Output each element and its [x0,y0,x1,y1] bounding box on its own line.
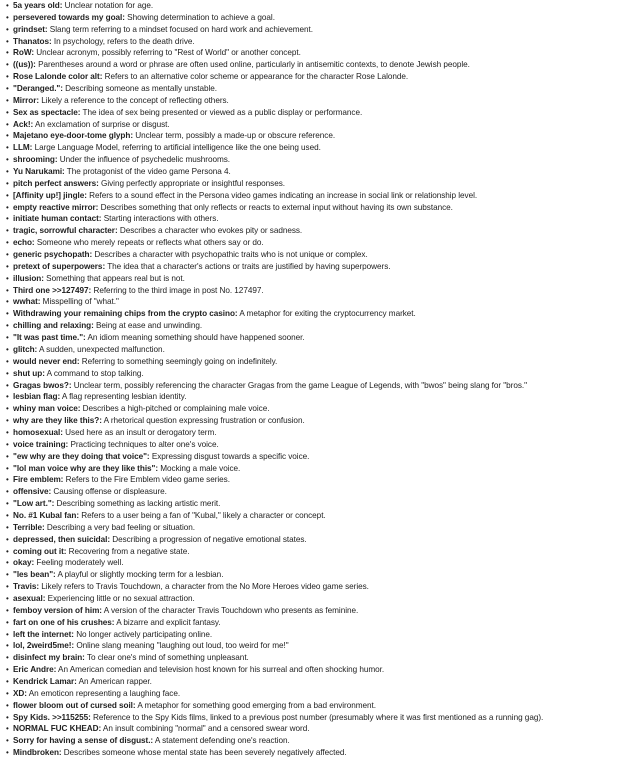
list-item [6,83,642,95]
list-item [6,237,642,249]
term: okay: [13,558,35,568]
bullet-icon: • [6,546,9,556]
list-item [6,735,642,747]
bullet-icon: • [6,202,9,212]
definition: A metaphor for exiting the cryptocurrency market. [237,309,416,319]
list-item [6,676,642,688]
definition: Likely refers to Travis Touchdown, a character from the No More Heroes video game series. [39,582,369,592]
term: "It was past time.": [13,333,86,343]
list-item [6,605,642,617]
term: "lol man voice why are they like this": [13,463,159,473]
bullet-icon: • [6,107,9,117]
definition: Under the influence of psychedelic mushrooms. [57,155,230,165]
definition: Referring to the third image in post No. 127497. [91,285,264,295]
term: Thanatos: [13,36,52,46]
list-item [6,213,642,225]
term: whiny man voice: [13,404,81,414]
definition: Unclear notation for age. [62,1,154,10]
definition: Describes a high-pitched or complaining male voice. [80,404,270,414]
list-item [6,344,642,356]
bullet-icon: • [6,617,9,627]
list-item [6,95,642,107]
definition: No longer actively participating online. [73,629,213,639]
bullet-icon: • [6,534,9,544]
list-item [6,451,642,463]
term: Sex as spectacle: [13,107,81,117]
bullet-icon: • [6,522,9,532]
term: "Deranged.": [13,84,63,94]
definition: Refers to an alternative color scheme or appearance for the character Rose Lalonde. [102,72,409,82]
bullet-icon: • [6,475,9,485]
definition: Large Language Model, referring to artificial intelligence like the one being used. [32,143,321,153]
term: generic psychopath: [13,250,93,260]
list-item [6,652,642,664]
bullet-icon: • [6,724,9,734]
term: femboy version of him: [13,605,102,615]
list-item [6,546,642,558]
list-item [6,664,642,676]
list-item [6,439,642,451]
bullet-icon: • [6,155,9,165]
list-item [6,0,642,12]
definition: In psychology, refers to the death drive. [51,36,195,46]
list-item [6,178,642,190]
definition: A bizarre and explicit fantasy. [114,617,221,627]
list-item [6,285,642,297]
bullet-icon: • [6,748,9,758]
bullet-icon: • [6,143,9,153]
term: disinfect my brain: [13,653,85,663]
term: would never end: [13,356,80,366]
definition: Describes a character with psychopathic traits who is not unique or complex. [92,250,368,260]
term: why are they like this?: [13,416,102,426]
bullet-icon: • [6,344,9,354]
term: glitch: [13,344,38,354]
list-item [6,427,642,439]
term: lesbian flag: [13,392,61,402]
definition: Unclear acronym, possibly referring to "Rest of World" or another concept. [34,48,301,58]
list-item [6,71,642,83]
definition: Someone who merely repeats or reflects what others say or do. [34,238,264,248]
list-item [6,522,642,534]
list-item [6,629,642,641]
bullet-icon: • [6,712,9,722]
list-item [6,723,642,735]
definition: Refers to a user being a fan of "Kubal," likely a character or concept. [79,510,326,520]
list-item [6,581,642,593]
list-item [6,747,642,759]
term: Withdrawing your remaining chips from the crypto casino: [13,309,238,319]
bullet-icon: • [6,368,9,378]
bullet-icon: • [6,700,9,710]
bullet-icon: • [6,356,9,366]
term: pretext of superpowers: [13,261,106,271]
term: coming out it: [13,546,67,556]
bullet-icon: • [6,676,9,686]
bullet-icon: • [6,72,9,82]
bullet-icon: • [6,333,9,343]
bullet-icon: • [6,570,9,580]
bullet-icon: • [6,688,9,698]
term: wwhat: [13,297,41,307]
list-item [6,510,642,522]
list-item [6,712,642,724]
bullet-icon: • [6,273,9,283]
bullet-icon: • [6,226,9,236]
definition: Misspelling of "what." [40,297,119,307]
bullet-icon: • [6,321,9,331]
list-item [6,12,642,24]
list-item [6,261,642,273]
list-item [6,273,642,285]
bullet-icon: • [6,285,9,295]
term: ((us)): [13,60,36,70]
list-item [6,498,642,510]
list-item [6,368,642,380]
definition: Feeling moderately well. [34,558,124,568]
definition: An insult combining "normal" and a censored swear word. [101,724,310,734]
term: flower bloom out of cursed soil: [13,700,136,710]
list-item [6,474,642,486]
bullet-icon: • [6,36,9,46]
bullet-icon: • [6,558,9,568]
bullet-icon: • [6,463,9,473]
list-item [6,617,642,629]
bullet-icon: • [6,404,9,414]
term: Ack!: [13,119,34,129]
bullet-icon: • [6,131,9,141]
definition: Refers to the Fire Emblem video game series. [63,475,230,485]
definition: Reference to the Spy Kids films, linked to a previous post number (presumably where it was first mentioned as a running gag). [90,712,544,722]
bullet-icon: • [6,297,9,307]
term: initiate human contact: [13,214,102,224]
bullet-icon: • [6,178,9,188]
bullet-icon: • [6,416,9,426]
definition: Expressing disgust towards a specific voice. [149,451,310,461]
term: Travis: [13,582,40,592]
definition: The idea of sex being presented or viewed as a public display or performance. [80,107,363,117]
bullet-icon: • [6,451,9,461]
list-item [6,403,642,415]
definition: Practicing techniques to alter one's voice. [68,439,219,449]
term: Fire emblem: [13,475,64,485]
term: No. #1 Kubal fan: [13,510,80,520]
definition: An American rapper. [76,676,152,686]
term: "les bean": [13,570,56,580]
definition: An American comedian and television host known for his surreal and often shocking humor. [56,665,385,675]
list-item [6,47,642,59]
term: asexual: [13,593,46,603]
definition: Likely a reference to the concept of reflecting others. [39,95,229,105]
list-item [6,24,642,36]
bullet-icon: • [6,487,9,497]
bullet-icon: • [6,250,9,260]
bullet-icon: • [6,119,9,129]
list-item [6,569,642,581]
term: Third one >>127497: [13,285,92,295]
list-item [6,119,642,131]
list-item [6,166,642,178]
bullet-icon: • [6,380,9,390]
definition: Experiencing little or no sexual attraction. [45,593,195,603]
definition: Describing a progression of negative emotional states. [110,534,307,544]
definition: Giving perfectly appropriate or insightful responses. [98,178,285,188]
term: chilling and relaxing: [13,321,94,331]
term: LLM: [13,143,33,153]
term: left the internet: [13,629,74,639]
bullet-icon: • [6,605,9,615]
list-item [6,249,642,261]
bullet-icon: • [6,190,9,200]
bullet-icon: • [6,736,9,746]
list-item [6,154,642,166]
definition: An idiom meaning something should have happened sooner. [85,333,305,343]
bullet-icon: • [6,12,9,22]
list-item [6,463,642,475]
definition: A flag representing lesbian identity. [60,392,187,402]
definition: Referring to something seemingly going on indefinitely. [79,356,278,366]
bullet-icon: • [6,641,9,651]
definition: Unclear term, possibly a made-up or obscure reference. [133,131,336,141]
bullet-icon: • [6,392,9,402]
list-item [6,356,642,368]
term: NORMAL FUC KHEAD: [13,724,102,734]
definition: Something that appears real but is not. [43,273,185,283]
definition: A command to stop talking. [44,368,144,378]
term: illusion: [13,273,44,283]
list-item [6,391,642,403]
list-item [6,640,642,652]
definition: To clear one's mind of something unpleasant. [84,653,249,663]
definition: A rhetorical question expressing frustration or confusion. [101,416,305,426]
term: depressed, then suicidal: [13,534,111,544]
bullet-icon: • [6,167,9,177]
bullet-icon: • [6,309,9,319]
bullet-icon: • [6,427,9,437]
term: Eric Andre: [13,665,57,675]
list-item [6,486,642,498]
bullet-icon: • [6,48,9,58]
bullet-icon: • [6,60,9,70]
definition: Used here as an insult or derogatory term. [62,427,217,437]
bullet-icon: • [6,499,9,509]
term: 5a years old: [13,1,63,10]
definition: The idea that a character's actions or traits are justified by having superpowers. [105,261,391,271]
definition: The protagonist of the video game Persona 4. [64,167,231,177]
definition: A playful or slightly mocking term for a lesbian. [55,570,224,580]
list-item [6,225,642,237]
term: persevered towards my goal: [13,12,125,22]
list-item [6,130,642,142]
definition: Refers to a sound effect in the Persona video games indicating an increase in social link or relationship level. [86,190,478,200]
term: Terrible: [13,522,45,532]
term: fart on one of his crushes: [13,617,115,627]
term: Spy Kids. >>115255: [13,712,91,722]
bullet-icon: • [6,510,9,520]
bullet-icon: • [6,238,9,248]
definition: Describes someone whose mental state has been severely negatively affected. [61,748,347,758]
list-item [6,557,642,569]
term: shrooming: [13,155,58,165]
bullet-icon: • [6,653,9,663]
term: XD: [13,688,27,698]
term: "Low art.": [13,499,55,509]
list-item [6,534,642,546]
bullet-icon: • [6,214,9,224]
term: "ew why are they doing that voice": [13,451,150,461]
term: Mirror: [13,95,40,105]
term: voice training: [13,439,69,449]
term: echo: [13,238,35,248]
term: Mindbroken: [13,748,62,758]
term: grindset: [13,24,48,34]
term: Sorry for having a sense of disgust.: [13,736,154,746]
bullet-icon: • [6,593,9,603]
definition: Being at ease and unwinding. [93,321,203,331]
term: lol, 2weird5me!: [13,641,75,651]
bullet-icon: • [6,24,9,34]
list-item [6,202,642,214]
list-item [6,380,642,392]
bullet-icon: • [6,439,9,449]
definition: A metaphor for something good emerging from a bad environment. [135,700,376,710]
list-item [6,296,642,308]
definition: Describing something as lacking artistic merit. [54,499,221,509]
term: Rose Lalonde color alt: [13,72,103,82]
glossary-list [6,0,642,759]
list-item [6,36,642,48]
definition: A statement defending one's reaction. [153,736,290,746]
bullet-icon: • [6,84,9,94]
term: offensive: [13,487,52,497]
definition: Slang term referring to a mindset focused on hard work and achievement. [47,24,313,34]
bullet-icon: • [6,665,9,675]
definition: Describes a character who evokes pity or sadness. [117,226,303,236]
definition: An emoticon representing a laughing face. [26,688,181,698]
definition: Parentheses around a word or phrase are often used online, particularly in antisemitic contexts, to denote Jewish people. [35,60,470,70]
term: pitch perfect answers: [13,178,99,188]
term: Yu Narukami: [13,167,65,177]
list-item [6,190,642,202]
definition: Starting interactions with others. [101,214,219,224]
term: RoW: [13,48,35,58]
definition: Unclear term, possibly referencing the character Gragas from the game League of Legends, with "bwos" being slang for "bros." [71,380,527,390]
definition: Describing a very bad feeling or situation. [44,522,195,532]
list-item [6,142,642,154]
list-item [6,308,642,320]
definition: A sudden, unexpected malfunction. [37,344,165,354]
list-item [6,593,642,605]
definition: Mocking a male voice. [158,463,241,473]
definition: Describes something that only reflects or reacts to external input without having its own substance. [98,202,453,212]
definition: Showing determination to achieve a goal. [124,12,275,22]
list-item [6,700,642,712]
term: [Affinity up!] jingle: [13,190,87,200]
bullet-icon: • [6,261,9,271]
list-item [6,332,642,344]
definition: Describing someone as mentally unstable. [62,84,217,94]
bullet-icon: • [6,95,9,105]
term: empty reactive mirror: [13,202,99,212]
bullet-icon: • [6,629,9,639]
definition: Recovering from a negative state. [66,546,190,556]
bullet-icon: • [6,1,9,10]
bullet-icon: • [6,582,9,592]
definition: Online slang meaning "laughing out loud, too weird for me!" [74,641,289,651]
term: Kendrick Lamar: [13,676,77,686]
definition: An exclamation of surprise or disgust. [33,119,170,129]
term: homosexual: [13,427,63,437]
term: Majetano eye-door-tome glyph: [13,131,134,141]
list-item [6,688,642,700]
definition: A version of the character Travis Touchdown who presents as feminine. [101,605,359,615]
definition: Causing offense or displeasure. [51,487,167,497]
list-item [6,107,642,119]
list-item [6,59,642,71]
term: tragic, sorrowful character: [13,226,118,236]
term: shut up: [13,368,45,378]
list-item [6,415,642,427]
list-item [6,320,642,332]
term: Gragas bwos?: [13,380,72,390]
